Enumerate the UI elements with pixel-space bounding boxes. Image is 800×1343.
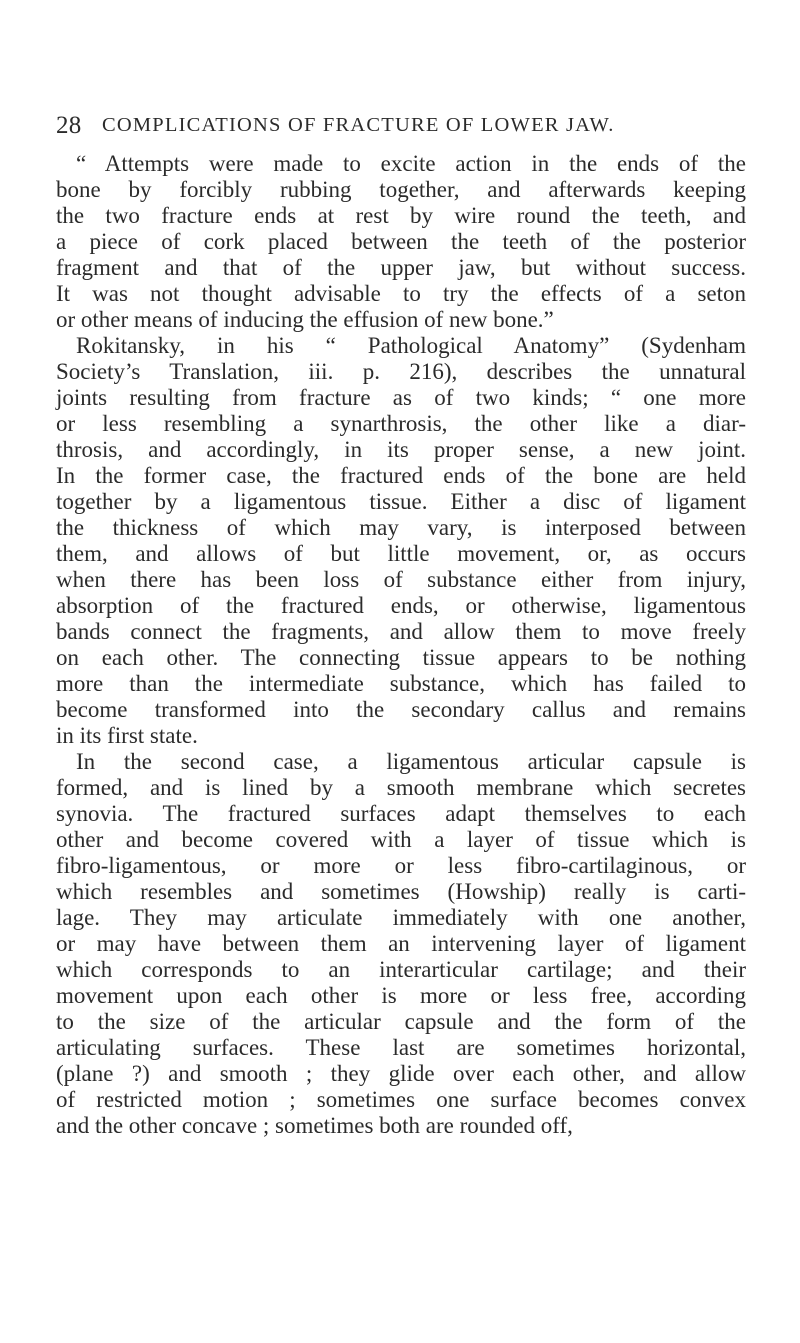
text-line: In the second case, a ligamentous articular capsule is xyxy=(76,749,746,774)
text-line: other and become covered with a layer of tissue which is xyxy=(56,827,746,852)
text-line: when there has been loss of substance either from injury, xyxy=(56,567,746,592)
text-line: In the former case, the fractured ends of the bone are held xyxy=(56,463,746,488)
text-line: fibro-ligamentous, or more or less fibro-cartilaginous, or xyxy=(56,853,746,878)
text-line: or less resembling a synarthrosis, the other like a diar- xyxy=(56,411,746,436)
text-line: the two fracture ends at rest by wire round the teeth, and xyxy=(56,203,746,228)
text-line: lage. They may articulate immediately with one another, xyxy=(56,905,746,930)
text-line: synovia. The fractured surfaces adapt themselves to each xyxy=(56,801,746,826)
running-head: COMPLICATIONS OF FRACTURE OF LOWER JAW. xyxy=(102,114,615,136)
text-line: throsis, and accordingly, in its proper sense, a new joint. xyxy=(56,437,746,462)
text-line: Society’s Translation, iii. p. 216), describes the unnatural xyxy=(56,359,746,384)
text-line: which corresponds to an interarticular cartilage; and their xyxy=(56,957,746,982)
text-line: formed, and is lined by a smooth membrane which secretes xyxy=(56,775,746,800)
text-line: fragment and that of the upper jaw, but without success. xyxy=(56,255,746,280)
text-line: which resembles and sometimes (Howship) really is carti- xyxy=(56,879,746,904)
text-line: on each other. The connecting tissue appears to be nothing xyxy=(56,645,746,670)
text-line: bands connect the fragments, and allow them to move freely xyxy=(56,619,746,644)
page-number: 28 xyxy=(56,112,82,139)
text-line: bone by forcibly rubbing together, and afterwards keeping xyxy=(56,177,746,202)
text-line: joints resulting from fracture as of two kinds; “ one more xyxy=(56,385,746,410)
body-text xyxy=(56,151,746,1139)
text-line: more than the intermediate substance, which has failed to xyxy=(56,671,746,696)
text-line: or may have between them an intervening layer of ligament xyxy=(56,931,746,956)
text-line: together by a ligamentous tissue. Either a disc of ligament xyxy=(56,489,746,514)
text-line: and the other concave ; sometimes both are rounded off, xyxy=(56,1113,573,1138)
text-line: a piece of cork placed between the teeth of the posterior xyxy=(56,229,746,254)
text-line: movement upon each other is more or less free, according xyxy=(56,983,746,1008)
text-line: articulating surfaces. These last are sometimes horizontal, xyxy=(56,1035,746,1060)
text-line: them, and allows of but little movement, or, as occurs xyxy=(56,541,746,566)
text-line: absorption of the fractured ends, or otherwise, ligamentous xyxy=(56,593,746,618)
text-line: the thickness of which may vary, is interposed between xyxy=(56,515,746,540)
text-line: become transformed into the secondary callus and remains xyxy=(56,697,746,722)
text-line: to the size of the articular capsule and the form of the xyxy=(56,1009,746,1034)
text-line: Rokitansky, in his “ Pathological Anatomy” (Sydenham xyxy=(76,333,746,358)
text-line: “ Attempts were made to excite action in the ends of the xyxy=(76,151,746,176)
text-line: It was not thought advisable to try the effects of a seton xyxy=(56,281,746,306)
page-header xyxy=(56,112,756,146)
text-line: or other means of inducing the effusion of new bone.” xyxy=(56,307,554,332)
text-line: in its first state. xyxy=(56,723,198,748)
text-line: of restricted motion ; sometimes one surface becomes convex xyxy=(56,1087,746,1112)
text-line: (plane ?) and smooth ; they glide over each other, and allow xyxy=(56,1061,746,1086)
